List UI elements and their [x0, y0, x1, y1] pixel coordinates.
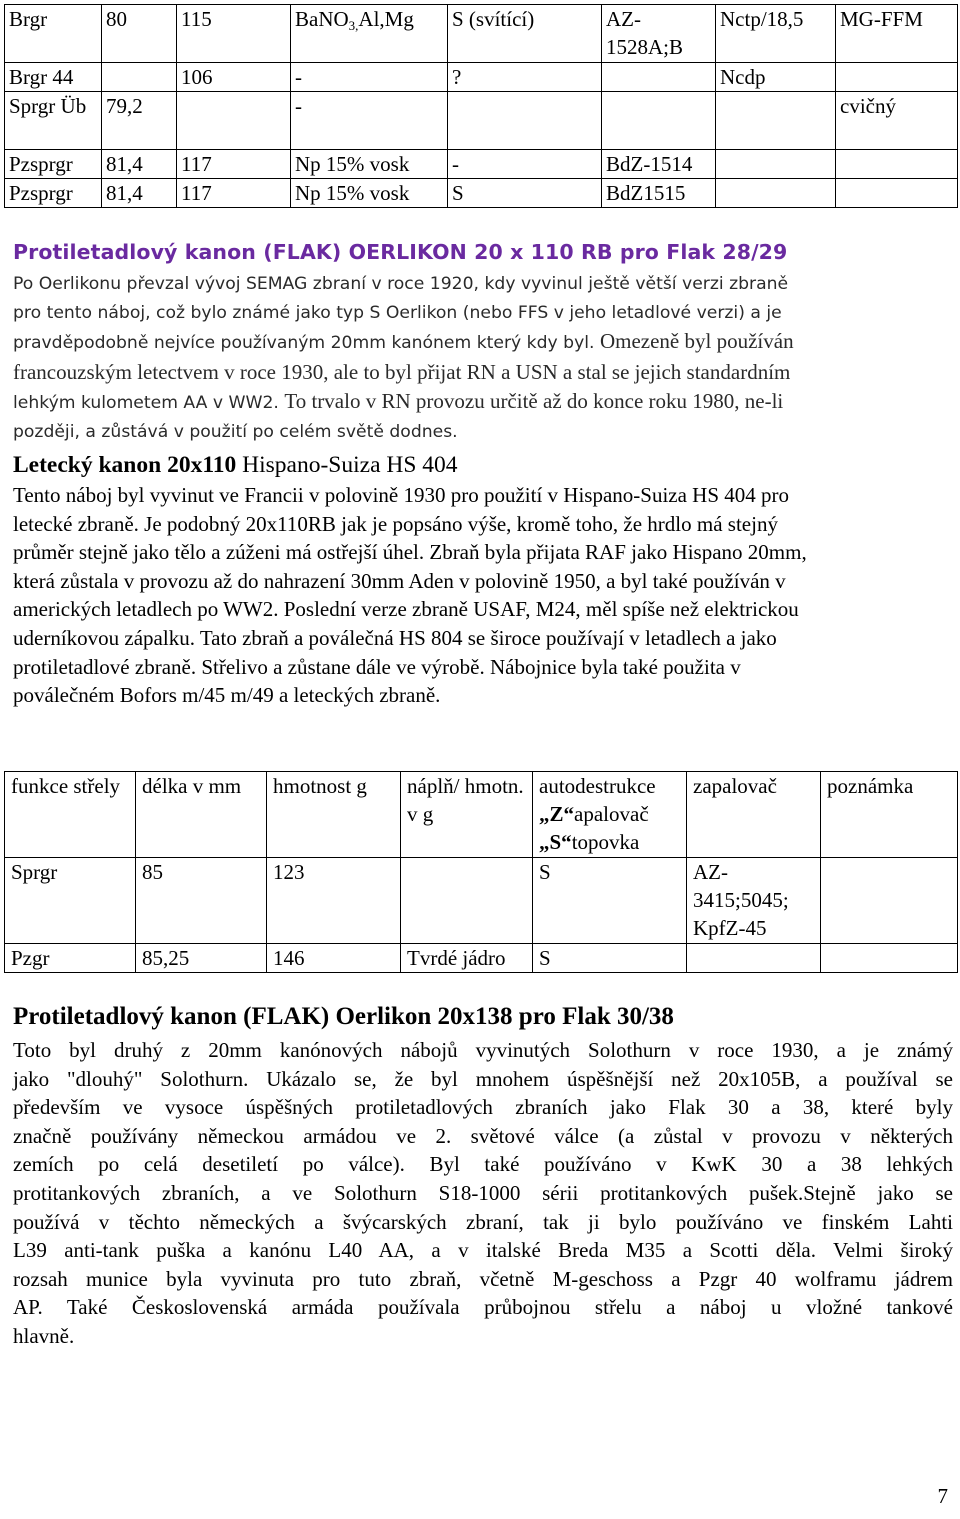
- paragraph-hispano: [13, 481, 953, 710]
- table-cell: Brgr: [5, 5, 102, 63]
- text-line: amerických letadlech po WW2. Poslední verze zbraně USAF, M24, měl spíše než elektrickou: [13, 597, 799, 622]
- text-line: pro tento náboj, což bylo známé jako typ S Oerlikon (nebo FFS v jeho letadlové verzi) a je: [13, 302, 782, 323]
- text-line: jako "dlouhý" Solothurn. Ukázalo se, že byl mnohem úspěšnější než 20x105B, a používal se: [13, 1066, 953, 1091]
- header-napln: náplň/ hmotn. v g: [401, 772, 533, 858]
- table-cell: Nctp/18,5: [716, 5, 836, 63]
- text-line: zemích po celá desetiletí po válce). Byl také používáno v KwK 30 a 38 lehkých: [13, 1152, 953, 1177]
- table-row: [5, 150, 958, 179]
- table-cell: [716, 179, 836, 208]
- table-cell: [716, 150, 836, 179]
- table-cell: 80: [102, 5, 177, 63]
- table-cell: Pzsprgr: [5, 179, 102, 208]
- text-line: pravděpodobně nejvíce používaným 20mm kanónem který kdy byl. Omezeně byl používán: [13, 329, 794, 354]
- page-number: 7: [937, 1484, 948, 1508]
- table-cell: [602, 63, 716, 92]
- text-line: později, a zůstává v použití po celém světě dodnes.: [13, 421, 458, 442]
- table-cell: ?: [448, 63, 602, 92]
- table-row: [5, 92, 958, 150]
- header-hmotnost: hmotnost g: [267, 772, 401, 858]
- text-line: která zůstala v provozu až do nahrazení 30mm Aden v polovině 1950, a byl také používán v: [13, 568, 786, 593]
- table-row: Sprgr 85 123 S AZ-3415;5045; KpfZ-45: [5, 858, 958, 944]
- table-row: [5, 179, 958, 208]
- table-cell: Pzsprgr: [5, 150, 102, 179]
- table-cell: -: [448, 150, 602, 179]
- table-cell: [716, 92, 836, 150]
- table-cell: BaNO$_{3,}$Al,Mg: [291, 5, 448, 63]
- text-line: poválečném Bofors m/45 m/49 a leteckých zbraně.: [13, 683, 441, 708]
- table-cell: [836, 63, 958, 92]
- text-line: Po Oerlikonu převzal vývoj SEMAG zbraní v roce 1920, kdy vyvinul ještě větší verzi zbraně: [13, 274, 789, 294]
- table-row: Pzgr 85,25 146 Tvrdé jádro S: [5, 944, 958, 973]
- table-cell: 79,2: [102, 92, 177, 150]
- table-cell: [448, 92, 602, 150]
- ammo-table-2: [4, 771, 958, 973]
- text-line: používá v těchto německých a švýcarských zbraní, tak ji bylo používáno ve finském Lahti: [13, 1209, 953, 1234]
- text-line: průměr stejně jako tělo a zúženi má ostřejší úhel. Zbraň byla přijata RAF jako Hispano 20mm,: [13, 540, 807, 565]
- text-line: AP. Také Československá armáda používala průbojnou střelu a náboj u vložné tankové: [13, 1295, 953, 1320]
- section-heading-hispano: Letecký kanon 20x110 Hispano-Suiza HS 404: [13, 452, 458, 478]
- table-cell: 115: [177, 5, 291, 63]
- table-cell: 106: [177, 63, 291, 92]
- header-zapalovac: zapalovač: [687, 772, 821, 858]
- table-cell: S (svítící): [448, 5, 602, 63]
- table-cell: [177, 92, 291, 150]
- header-delka: délka v mm: [136, 772, 267, 858]
- text-line: Toto byl druhý z 20mm kanónových nábojů vyvinutých Solothurn v roce 1930, a je známý: [13, 1038, 953, 1062]
- table-cell: Sprgr Üb: [5, 92, 102, 150]
- text-line: protiletadlové zbraně. Střelivo a zůstane dále ve výrobě. Nábojnice byla také použita v: [13, 654, 741, 679]
- table-cell: [102, 63, 177, 92]
- text-line: Tento náboj byl vyvinut ve Francii v polovině 1930 pro použití v Hispano-Suiza HS 404 pro: [13, 483, 790, 507]
- table-cell: S: [448, 179, 602, 208]
- ammo-table-1: [4, 4, 958, 208]
- table-header-row: [5, 772, 958, 858]
- table-cell: AZ-1528A;B: [602, 5, 716, 63]
- table-cell: -: [291, 63, 448, 92]
- section-heading-oerlikon-20x110: Protiletadlový kanon (FLAK) OERLIKON 20 x 110 RB pro Flak 28/29: [13, 240, 788, 264]
- header-autodestrukce: autodestrukce „Z“apalovač „S“topovka: [533, 772, 687, 858]
- text-line: značně používány německou armádou ve 2. světové válce (a zůstal v provozu v některých: [13, 1123, 953, 1148]
- table-cell: Np 15% vosk: [291, 150, 448, 179]
- text-line: francouzským letectvem v roce 1930, ale to byl přijat RN a USN a stal se jejich standardním: [13, 360, 791, 385]
- text-line: L39 anti-tank puška a kanónu L40 AA, a v italské Breda M35 a Scotti děla. Velmi široký: [13, 1238, 953, 1263]
- table-cell: MG-FFM: [836, 5, 958, 63]
- table-cell: [836, 150, 958, 179]
- table-row: [5, 5, 958, 63]
- table-cell: 117: [177, 150, 291, 179]
- paragraph-oerlikon-20x138: [13, 1036, 953, 1351]
- text-line: protitankových zbraních, a ve Solothurn S18-1000 sérii protitankových pušek.Stejně jako se: [13, 1180, 953, 1205]
- table-cell: Ncdp: [716, 63, 836, 92]
- text-line: především ve vysoce úspěšných protiletadlových zbraních jako Flak 30 a 38, které byly: [13, 1095, 953, 1120]
- header-funkce: funkce střely: [5, 772, 136, 858]
- text-line: uderníkovou zápalku. Tato zbraň a poválečná HS 804 se široce používají v letadlech a jako: [13, 625, 777, 650]
- text-line: rozsah munice byla vyvinuta pro tuto zbraň, včetně M-geschoss a Pzgr 40 wolframu jádrem: [13, 1266, 953, 1291]
- table-cell: -: [291, 92, 448, 150]
- table-cell: BdZ1515: [602, 179, 716, 208]
- table-cell: cvičný: [836, 92, 958, 150]
- table-cell: 81,4: [102, 150, 177, 179]
- table-cell: Np 15% vosk: [291, 179, 448, 208]
- table-cell: [836, 179, 958, 208]
- section-heading-oerlikon-20x138: Protiletadlový kanon (FLAK) Oerlikon 20x138 pro Flak 30/38: [13, 1003, 674, 1030]
- table-cell: [602, 92, 716, 150]
- text-line: hlavně.: [13, 1323, 75, 1348]
- header-poznamka: poznámka: [821, 772, 958, 858]
- table-cell: 117: [177, 179, 291, 208]
- paragraph-oerlikon-20x110: [13, 270, 953, 446]
- text-line: lehkým kulometem AA v WW2. To trvalo v RN provozu určitě až do konce roku 1980, ne-li: [13, 388, 784, 413]
- table-row: [5, 63, 958, 92]
- text-line: letecké zbraně. Je podobný 20x110RB jak je popsáno výše, kromě toho, že hrdlo má stejný: [13, 511, 778, 536]
- table-cell: 81,4: [102, 179, 177, 208]
- table-cell: BdZ-1514: [602, 150, 716, 179]
- table-cell: Brgr 44: [5, 63, 102, 92]
